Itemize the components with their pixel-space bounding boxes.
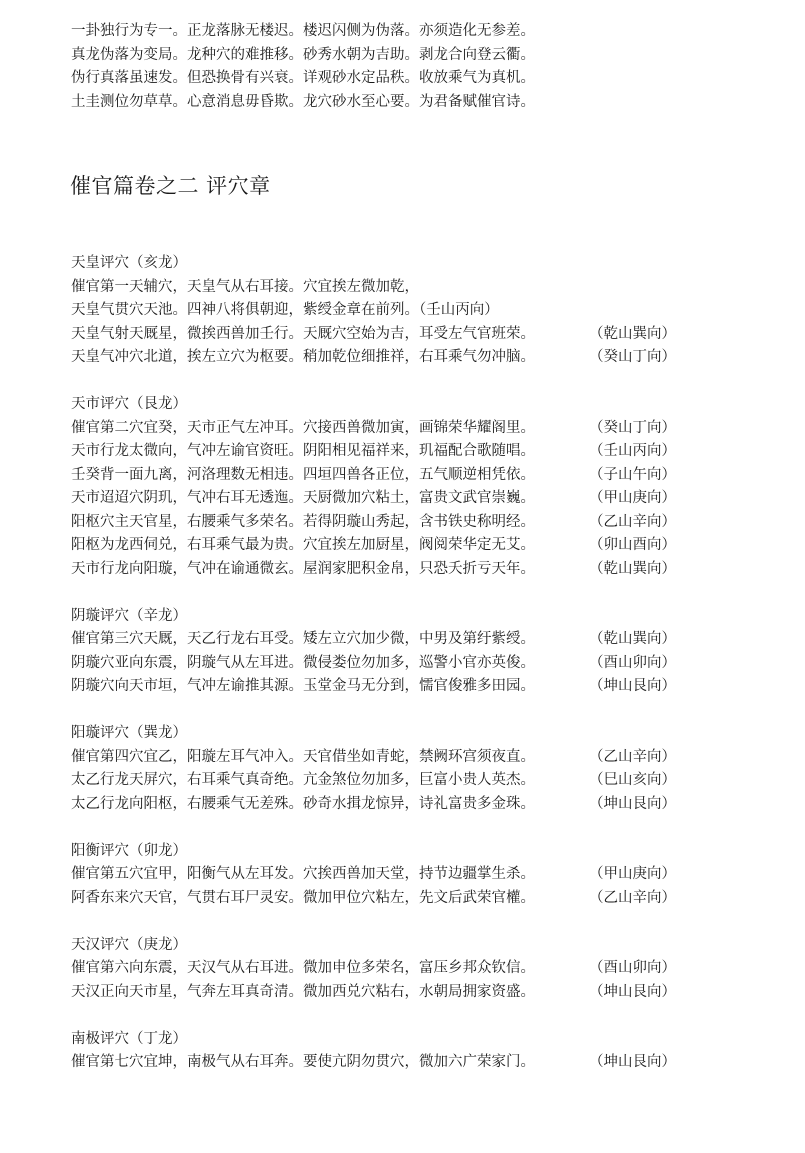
verse-note: （癸山丁向） bbox=[589, 419, 676, 436]
verse-line bbox=[71, 793, 791, 817]
verse-line bbox=[71, 628, 791, 652]
section-tianhan bbox=[71, 934, 791, 1005]
verse-line bbox=[71, 1051, 791, 1075]
intro-line: 伪行真落虽速发。但恐换骨有兴衰。详观砂水定品秩。收放乘气为真机。 bbox=[71, 70, 535, 86]
verse-line bbox=[71, 346, 791, 370]
verse-text: 催官第二穴宜癸，天市正气左冲耳。穴接西兽微加寅，画锦荣华耀阁里。 bbox=[71, 419, 535, 436]
verse-line bbox=[71, 487, 791, 511]
verse-line bbox=[71, 417, 791, 441]
verse-note: （酉山卯向） bbox=[589, 654, 676, 671]
section-yangxuan bbox=[71, 722, 791, 816]
verse-line bbox=[71, 464, 791, 488]
section-heading: 南极评穴（丁龙） bbox=[71, 1030, 187, 1047]
verse-text: 天市行龙向阳璇，气冲在谕通微玄。屋润家肥积金帛，只恐夭折亏天年。 bbox=[71, 560, 535, 577]
verse-note: （乾山巽向） bbox=[589, 560, 676, 577]
verse-text: 天皇气冲穴北道，挨左立穴为枢要。稍加乾位细推祥，右耳乘气勿冲脑。 bbox=[71, 349, 535, 365]
verse-text: 太乙行龙向阳枢，右腰乘气无差殊。砂奇水揖龙惊异，诗礼富贵多金珠。 bbox=[71, 795, 535, 812]
section-heading: 天汉评穴（庚龙） bbox=[71, 936, 187, 953]
verse-line bbox=[71, 276, 791, 300]
verse-line bbox=[71, 981, 791, 1005]
verse-note: （乙山辛向） bbox=[589, 889, 676, 906]
verse-text: 天皇气贯穴天池。四神八将俱朝迎，紫绶金章在前列。（壬山丙向） bbox=[71, 302, 499, 318]
intro-verse-block bbox=[71, 20, 791, 114]
verse-line bbox=[71, 769, 791, 793]
section-yangheng bbox=[71, 840, 791, 911]
verse-text: 壬癸背一面九离，河洛理数无相违。四垣四兽各正位，五气顺逆相凭依。 bbox=[71, 466, 535, 483]
verse-line bbox=[71, 440, 791, 464]
section-heading: 天市评穴（艮龙） bbox=[71, 396, 187, 412]
verse-text: 天汉正向天市星，气奔左耳真奇清。微加西兑穴粘右，水朝局拥家资盛。 bbox=[71, 983, 535, 1000]
verse-text: 阴璇穴向天市垣，气冲左谕推其源。玉堂金马无分到，懦官俊雅多田园。 bbox=[71, 678, 535, 694]
verse-line bbox=[71, 957, 791, 981]
verse-text: 阳枢为龙西伺兑，右耳乘气最为贵。穴宜挨左加厨星，阀阅荣华定无艾。 bbox=[71, 537, 535, 553]
verse-note: （甲山庚向） bbox=[589, 866, 676, 882]
verse-line bbox=[71, 511, 791, 535]
section-yinxuan bbox=[71, 605, 791, 699]
verse-text: 催官第六向东震，天汉气从右耳进。微加申位多荣名，富压乡邦众钦信。 bbox=[71, 960, 535, 976]
verse-line bbox=[71, 887, 791, 911]
verse-note: （甲山庚向） bbox=[589, 490, 676, 506]
verse-note: （酉山卯向） bbox=[589, 960, 676, 976]
sections-container bbox=[71, 252, 791, 1098]
verse-line bbox=[71, 299, 791, 323]
verse-line bbox=[71, 534, 791, 558]
verse-text: 天市迢迢穴阴玑，气冲右耳无透迤。天厨微加穴粘土，富贵文武官崇巍。 bbox=[71, 490, 535, 506]
verse-text: 催官第一天辅穴，天皇气从右耳接。穴宜挨左微加乾， bbox=[71, 278, 419, 295]
verse-line bbox=[71, 863, 791, 887]
verse-note: （癸山丁向） bbox=[589, 349, 676, 365]
verse-text: 太乙行龙天屏穴，右耳乘气真奇绝。亢金煞位勿加多，巨富小贵人英杰。 bbox=[71, 772, 535, 788]
section-heading: 阳衡评穴（卯龙） bbox=[71, 842, 187, 859]
verse-note: （坤山艮向） bbox=[589, 678, 676, 694]
section-nanji bbox=[71, 1028, 791, 1075]
verse-line bbox=[71, 652, 791, 676]
verse-text: 阴璇穴亚向东震，阴璇气从左耳进。微侵娄位勿加多，巡警小官亦英俊。 bbox=[71, 654, 535, 671]
verse-text: 催官第三穴天厩，天乙行龙右耳受。矮左立穴加少微，中男及第纡紫绶。 bbox=[71, 631, 535, 647]
verse-text: 催官第七穴宜坤，南极气从右耳奔。要使亢阴勿贯穴，微加六广荣家门。 bbox=[71, 1054, 535, 1070]
verse-note: （乾山巽向） bbox=[589, 631, 676, 647]
section-heading: 天皇评穴（亥龙） bbox=[71, 255, 187, 271]
verse-note: （卯山酉向） bbox=[589, 537, 676, 553]
verse-note: （乙山辛向） bbox=[589, 513, 676, 530]
verse-note: （坤山艮向） bbox=[589, 1054, 676, 1070]
verse-text: 天皇气射天厩星，微挨西兽加壬行。天厩穴空始为吉，耳受左气官班荣。 bbox=[71, 325, 535, 342]
verse-line bbox=[71, 558, 791, 582]
verse-text: 催官第五穴宜甲，阳衡气从左耳发。穴挨西兽加天堂，持节边疆掌生杀。 bbox=[71, 866, 535, 882]
section-heading: 阳璇评穴（巽龙） bbox=[71, 725, 187, 741]
verse-note: （巳山亥向） bbox=[589, 772, 676, 788]
verse-note: （乙山辛向） bbox=[589, 748, 676, 765]
verse-line bbox=[71, 323, 791, 347]
verse-text: 催官第四穴宜乙，阳璇左耳气冲入。天官借坐如青蛇，禁阙环宫须夜直。 bbox=[71, 748, 535, 765]
verse-note: （乾山巽向） bbox=[589, 325, 676, 342]
verse-note: （子山午向） bbox=[589, 466, 676, 483]
chapter-title: 催官篇卷之二 评穴章 bbox=[70, 174, 271, 198]
verse-text: 天市行龙太微向，气冲左谕官资旺。阴阳相见福祥来，玑福配合歌随唱。 bbox=[71, 443, 535, 459]
verse-text: 阳枢穴主天官星，右腰乘气多荣名。若得阴璇山秀起，含书铁史称明经。 bbox=[71, 513, 535, 530]
section-tianhuang bbox=[71, 252, 791, 370]
section-heading: 阴璇评穴（辛龙） bbox=[71, 607, 187, 624]
verse-line bbox=[71, 675, 791, 699]
verse-line bbox=[71, 746, 791, 770]
intro-line: 土圭测位勿草草。心意消息毋昏欺。龙穴砂水至心要。为君备赋催官诗。 bbox=[71, 93, 535, 110]
section-tianshi bbox=[71, 393, 791, 581]
intro-line: 一卦独行为专一。正龙落脉无楼迟。楼迟闪侧为伪落。亦须造化无参差。 bbox=[71, 23, 535, 39]
verse-note: （坤山艮向） bbox=[589, 983, 676, 1000]
verse-text: 阿香东来穴天官，气贯右耳尸灵安。微加甲位穴粘左，先文后武荣官權。 bbox=[71, 889, 535, 906]
verse-note: （壬山丙向） bbox=[589, 443, 676, 459]
verse-note: （坤山艮向） bbox=[589, 795, 676, 812]
intro-line: 真龙伪落为变局。龙种穴的难推移。砂秀水朝为吉助。剥龙合向登云衢。 bbox=[71, 46, 535, 63]
